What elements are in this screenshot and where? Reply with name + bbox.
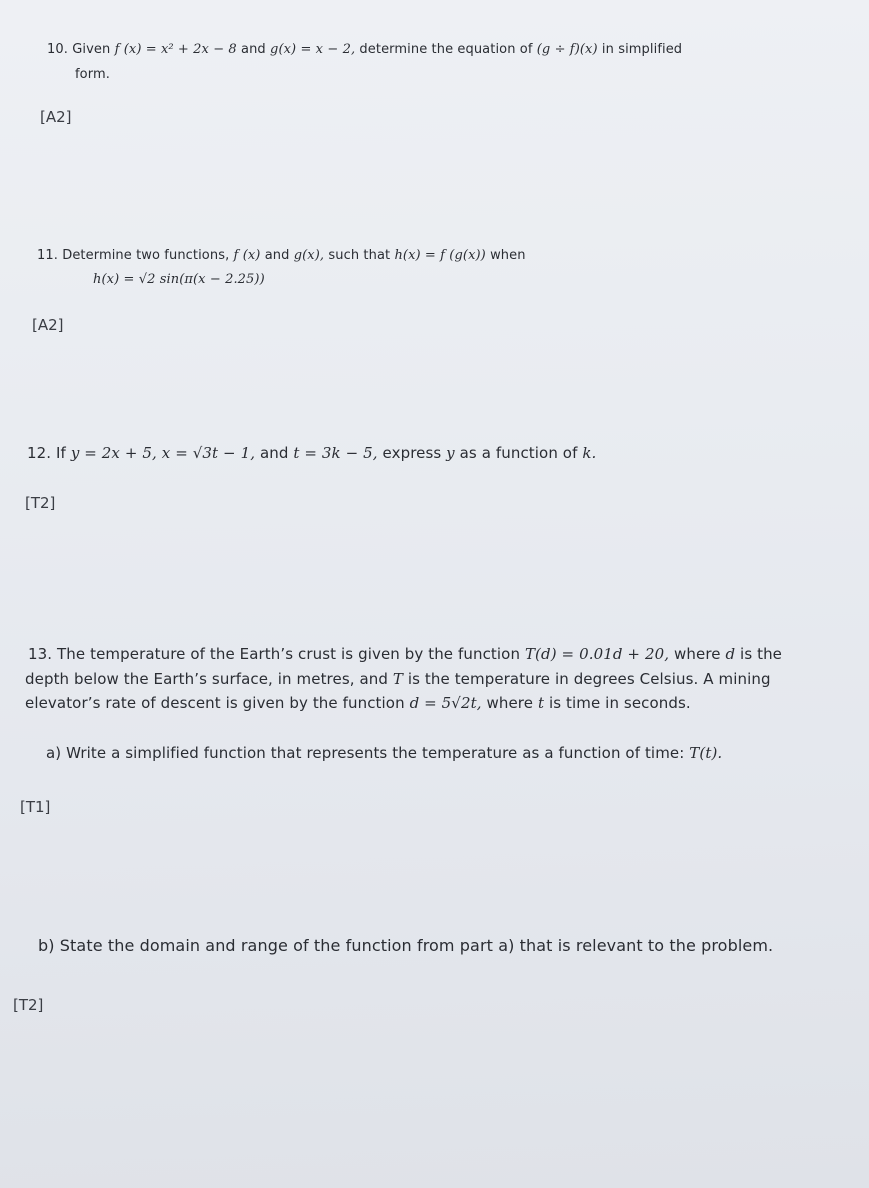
question-10-line-2: form. [75,67,110,82]
question-10-g: g(x) = x − 2, [270,42,356,57]
question-12-line-1: 12. If y = 2x + 5, x = √3t − 1, and t = 3k − 5, express y as a function of k. [27,444,597,462]
question-10-mark: [A2] [40,108,72,126]
question-10-quotient: (g ÷ f)(x) [536,42,598,57]
question-10-f: f (x) = x² + 2x − 8 [114,42,237,57]
question-13-line-3: elevator’s rate of descent is given by the function d = 5√2t, where t is time in seconds. [25,694,691,712]
question-11-line-2: h(x) = √2 sin(π(x − 2.25)) [93,272,265,287]
question-13-line-2: depth below the Earth’s surface, in metres, and T is the temperature in degrees Celsius. A mining [25,670,771,688]
question-11-mark: [A2] [32,316,64,334]
part-a-label: a) [46,744,62,762]
question-11-line-1: 11. Determine two functions, f (x) and g(x), such that h(x) = f (g(x)) when [37,248,526,263]
question-13-number: 13. [28,645,53,663]
question-13a-mark: [T1] [20,798,51,816]
question-13b-mark: [T2] [13,996,44,1014]
question-10-line-1: 10. Given f (x) = x² + 2x − 8 and g(x) = x − 2, determine the equation of (g ÷ f)(x) in simplified [47,42,683,57]
question-13-part-b: b) State the domain and range of the function from part a) that is relevant to the problem. [38,936,774,955]
question-11-number: 11. [37,248,58,263]
question-12-number: 12. [27,444,52,462]
question-12-mark: [T2] [25,494,56,512]
question-10-number: 10. [47,42,68,57]
part-b-label: b) [38,936,55,955]
question-13-part-a: a) Write a simplified function that represents the temperature as a function of time: T(t). [46,744,723,762]
question-13-line-1: 13. The temperature of the Earth’s crust is given by the function T(d) = 0.01d + 20, where d is the [28,645,783,663]
